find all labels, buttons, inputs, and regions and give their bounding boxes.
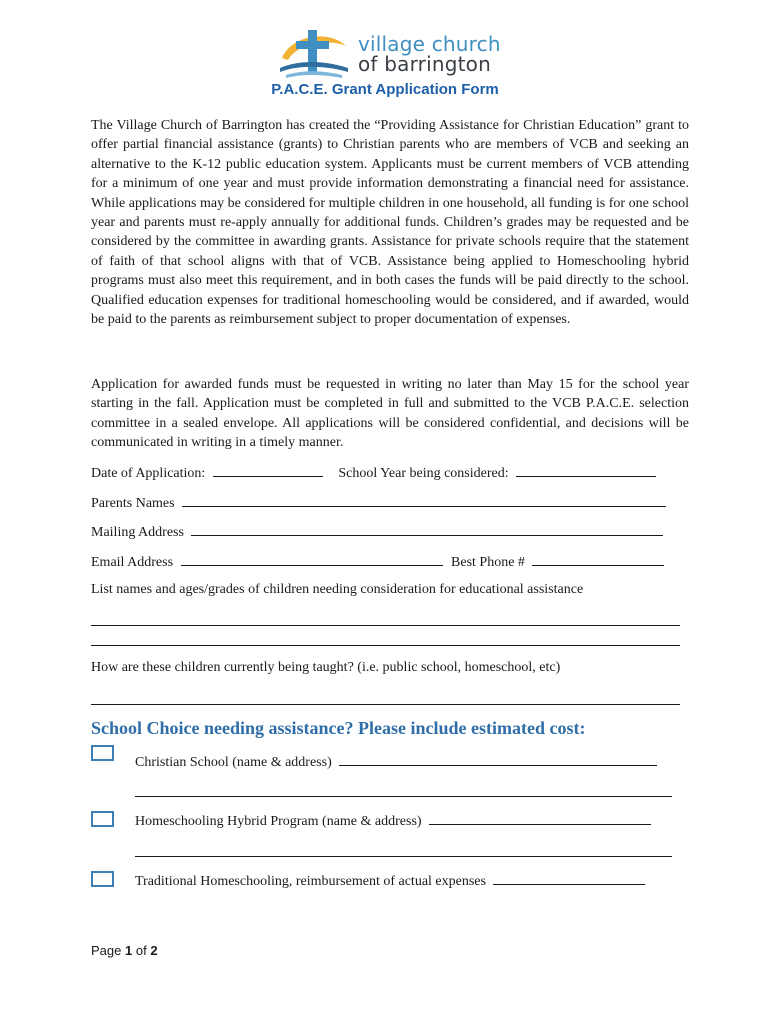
email-label: Email Address <box>91 555 174 570</box>
page-current: 1 <box>125 943 133 958</box>
school-year-field[interactable] <box>516 463 656 477</box>
taught-line[interactable] <box>91 704 680 705</box>
taught-label: How are these children currently being taught? (i.e. public school, homeschool, etc) <box>91 660 561 675</box>
school-year-label: School Year being considered: <box>338 466 509 481</box>
page-word: Page <box>91 943 122 958</box>
hybrid-program-row <box>135 811 680 831</box>
parents-field[interactable] <box>182 493 666 507</box>
christian-school-line-2[interactable] <box>135 796 672 797</box>
logo-line-1: village church <box>358 32 501 56</box>
christian-school-label: Christian School (name & address) <box>135 755 332 770</box>
mailing-row <box>91 522 681 542</box>
traditional-homeschool-label: Traditional Homeschooling, reimbursement of actual expenses <box>135 874 486 889</box>
intro-paragraph-2: Application for awarded funds must be requested in writing no later than May 15 for the school year starting in the fall. Application must be completed in full and submitted to the VCB P.A.C.E. selection committee in a sealed envelope. All applications will be considered confidential, and decisions will be communicated in writing in a timely manner. <box>91 377 689 451</box>
children-label: List names and ages/grades of children needing consideration for educational assistance <box>91 582 584 597</box>
christian-school-checkbox[interactable] <box>91 745 114 761</box>
email-phone-row <box>91 552 681 572</box>
form-title: P.A.C.E. Grant Application Form <box>271 81 499 98</box>
page-total: 2 <box>150 943 158 958</box>
parents-row <box>91 493 681 513</box>
hybrid-program-checkbox[interactable] <box>91 811 114 827</box>
phone-field[interactable] <box>532 552 664 566</box>
mailing-label: Mailing Address <box>91 525 184 540</box>
logo-line-2: of barrington <box>358 52 491 76</box>
page-number <box>91 943 158 958</box>
children-line-1[interactable] <box>91 625 680 626</box>
christian-school-field[interactable] <box>339 752 657 766</box>
intro-paragraph-1: The Village Church of Barrington has created the “Providing Assistance for Christian Education” grant to offer partial financial assistance (grants) to Christian parents who are members of VCB and seeking an alternative to the K-12 public education system. Applicants must be current members of VCB attending for a minimum of one year and must provide information demonstrating a financial need for assistance. While applications may be considered for multiple children in one household, all funding is for one school year and parents must re-apply annually for additional funds. Children’s grades may be requested and be considered by the committee in awarding grants. Assistance for private schools require that the statement of faith of that school aligns with that of VCB. Assistance being applied to Homeschooling hybrid programs must also meet this requirement, and in both cases the funds will be paid directly to the school. Qualified education expenses for traditional homeschooling would be considered, and if awarded, would be paid to the parents as reimbursement subject to proper documentation of expenses. <box>91 118 689 328</box>
school-choice-heading: School Choice needing assistance? Please include estimated cost: <box>91 718 586 738</box>
hybrid-program-line-2[interactable] <box>135 856 672 857</box>
cross-logo-icon <box>278 28 350 82</box>
traditional-homeschool-field[interactable] <box>493 871 645 885</box>
traditional-homeschool-row <box>135 871 680 891</box>
traditional-homeschool-checkbox[interactable] <box>91 871 114 887</box>
church-logo <box>278 28 508 82</box>
phone-label: Best Phone # <box>451 555 525 570</box>
email-field[interactable] <box>181 552 443 566</box>
of-word: of <box>135 943 147 958</box>
date-label: Date of Application: <box>91 466 206 481</box>
parents-label: Parents Names <box>91 496 175 511</box>
children-line-2[interactable] <box>91 645 680 646</box>
hybrid-program-label: Homeschooling Hybrid Program (name & address) <box>135 814 422 829</box>
date-field[interactable] <box>213 463 323 477</box>
mailing-field[interactable] <box>191 522 663 536</box>
christian-school-row <box>135 752 680 772</box>
hybrid-program-field[interactable] <box>429 811 651 825</box>
date-school-year-row <box>91 463 681 483</box>
